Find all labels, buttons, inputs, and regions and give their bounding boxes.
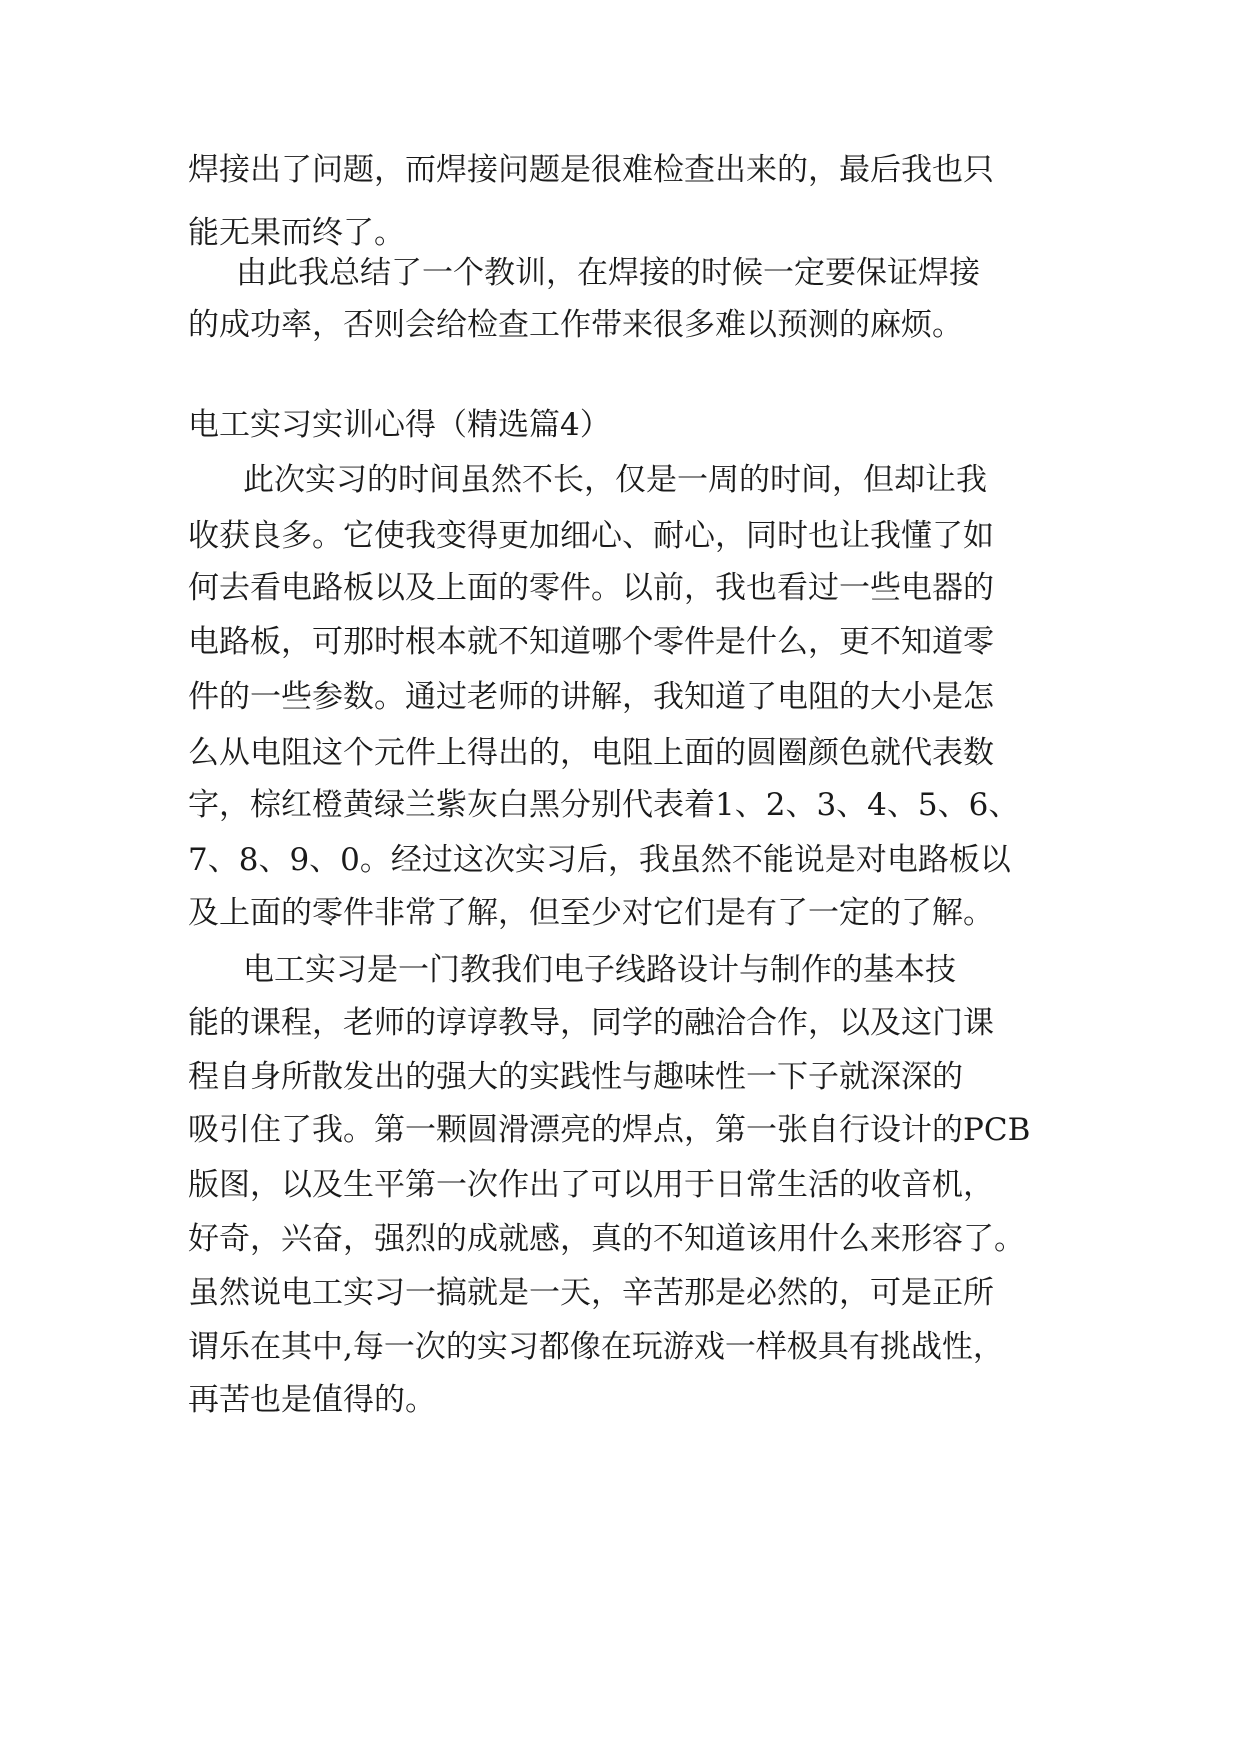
- paragraph-2-line-7: 虽然说电工实习一搞就是一天，辛苦那是必然的，可是正所: [188, 1275, 994, 1311]
- paragraph-1-line-1: 此次实习的时间虽然不长，仅是一周的时间，但却让我: [243, 462, 987, 498]
- paragraph-1-line-3: 何去看电路板以及上面的零件。以前，我也看过一些电器的: [188, 570, 994, 606]
- paragraph-1-line-6: 么从电阻这个元件上得出的，电阻上面的圆圈颜色就代表数: [188, 735, 994, 771]
- paragraph-2-line-4: 吸引住了我。第一颗圆滑漂亮的焊点，第一张自行设计的PCB: [188, 1112, 1031, 1148]
- continuation-line-2: 能无果而终了。: [188, 215, 405, 251]
- lesson-line-2: 的成功率，否则会给检查工作带来很多难以预测的麻烦。: [188, 307, 963, 343]
- paragraph-1-line-8: 7、8、9、0。经过这次实习后，我虽然不能说是对电路板以: [188, 842, 1011, 878]
- paragraph-2-line-9: 再苦也是值得的。: [188, 1382, 436, 1418]
- paragraph-2-line-8: 谓乐在其中,每一次的实习都像在玩游戏一样极具有挑战性，: [188, 1329, 1004, 1365]
- paragraph-1-line-7: 字，棕红橙黄绿兰紫灰白黑分别代表着1、2、3、4、5、6、: [188, 787, 1020, 823]
- paragraph-2-line-1: 电工实习是一门教我们电子线路设计与制作的基本技: [243, 952, 956, 988]
- paragraph-1-line-9: 及上面的零件非常了解，但至少对它们是有了一定的了解。: [188, 895, 994, 931]
- paragraph-2-line-2: 能的课程，老师的谆谆教导，同学的融洽合作，以及这门课: [188, 1005, 994, 1041]
- paragraph-2-line-3: 程自身所散发出的强大的实践性与趣味性一下子就深深的: [188, 1059, 963, 1095]
- lesson-line-1: 由此我总结了一个教训，在焊接的时候一定要保证焊接: [236, 255, 980, 291]
- paragraph-2-line-6: 好奇，兴奋，强烈的成就感，真的不知道该用什么来形容了。: [188, 1221, 1025, 1257]
- paragraph-2-line-5: 版图，以及生平第一次作出了可以用于日常生活的收音机，: [188, 1167, 994, 1203]
- paragraph-1-line-4: 电路板，可那时根本就不知道哪个零件是什么，更不知道零: [188, 624, 994, 660]
- paragraph-1-line-2: 收获良多。它使我变得更加细心、耐心，同时也让我懂了如: [188, 518, 994, 554]
- section-heading: 电工实习实训心得（精选篇4）: [188, 407, 611, 443]
- continuation-line-1: 焊接出了问题，而焊接问题是很难检查出来的，最后我也只: [188, 152, 994, 188]
- paragraph-1-line-5: 件的一些参数。通过老师的讲解，我知道了电阻的大小是怎: [188, 679, 994, 715]
